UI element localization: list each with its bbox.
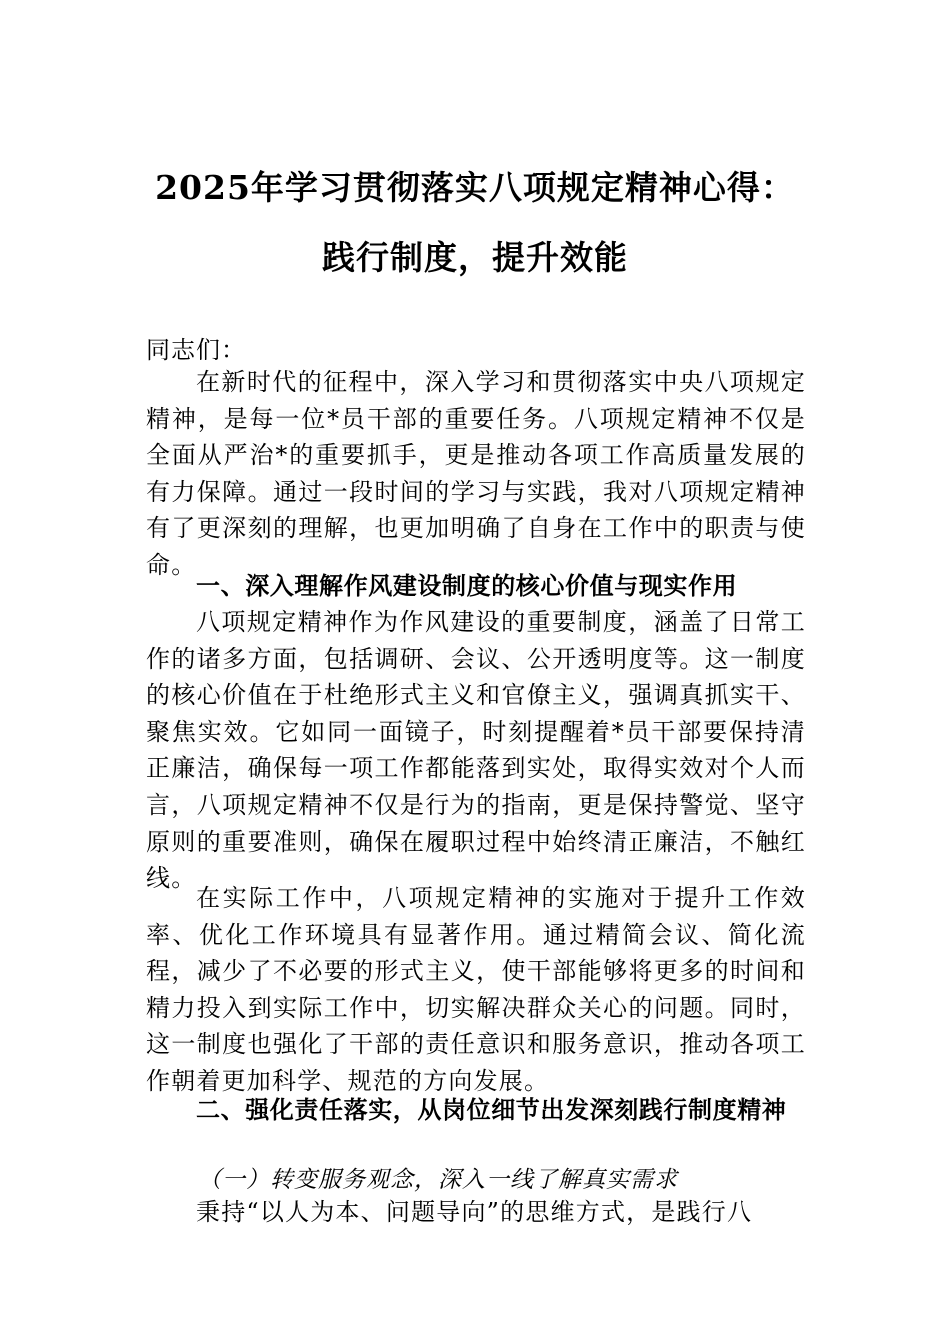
sub-heading-2-1: （一）转变服务观念，深入一线了解真实需求 <box>198 1167 678 1193</box>
paragraph-section1-b: 在实际工作中，八项规定精神的实施对于提升工作效率、优化工作环境具有显著作用。通过精简会议、简化流程，减少了不必要的形式主义，使干部能够将更多的时间和精力投入到实际工作中，切实解决群众关心的问题。同时，这一制度也强化了干部的责任意识和服务意识，推动各项工作朝着更加科学、规范的方向发展。 <box>146 884 806 1095</box>
paragraph-section1-a: 八项规定精神作为作风建设的重要制度，涵盖了日常工作的诸多方面，包括调研、会议、公开透明度等。这一制度的核心价值在于杜绝形式主义和官僚主义，强调真抓实干、聚焦实效。它如同一面镜子，时刻提醒着*员干部要保持清正廉洁，确保每一项工作都能落到实处，取得实效对个人而言，八项规定精神不仅是行为的指南，更是保持警觉、坚守原则的重要准则，确保在履职过程中始终清正廉洁，不触红线。 <box>146 608 806 893</box>
section-heading-1: 一、深入理解作风建设制度的核心价值与现实作用 <box>196 572 738 600</box>
paragraph-intro: 在新时代的征程中，深入学习和贯彻落实中央八项规定精神，是每一位*员干部的重要任务。八项规定精神不仅是全面从严治*的重要抓手，更是推动各项工作高质量发展的有力保障。通过一段时间的学习与实践，我对八项规定精神有了更深刻的理解，也更加明确了自身在工作中的职责与使命。 <box>146 368 806 579</box>
document-title-line-2: 践行制度，提升效能 <box>322 238 628 277</box>
document-title-line-1: 2025年学习贯彻落实八项规定精神心得： <box>155 168 795 207</box>
paragraph-section2-a: 秉持“以人为本、问题导向”的思维方式，是践行八 <box>196 1198 753 1226</box>
salutation: 同志们： <box>146 336 246 364</box>
section-heading-2: 二、强化责任落实，从岗位细节出发深刻践行制度精神 <box>196 1096 787 1124</box>
